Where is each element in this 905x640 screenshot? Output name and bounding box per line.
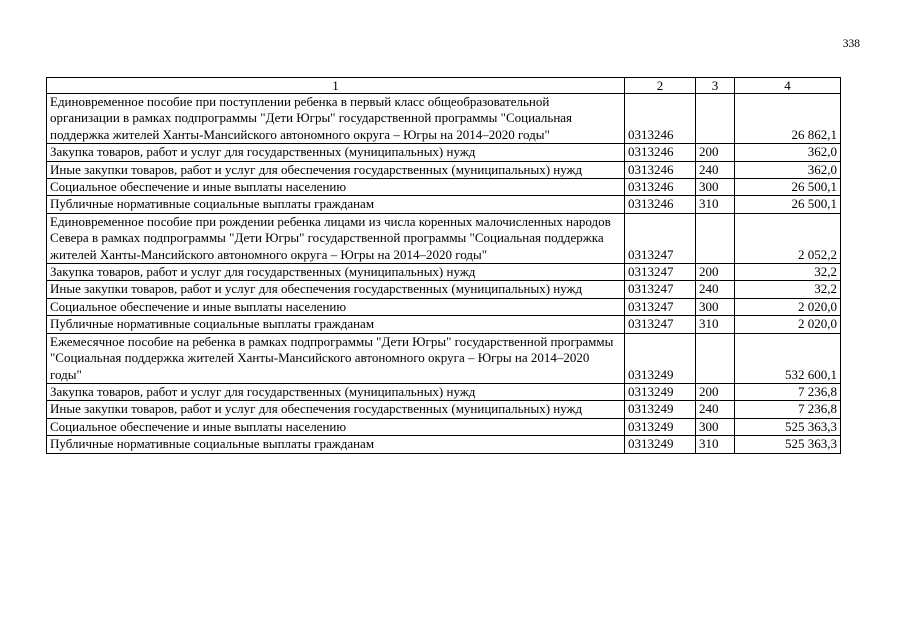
row-description: Иные закупки товаров, работ и услуг для обеспечения государственных (муниципальных) нужд bbox=[47, 401, 625, 418]
row-expense-type: 240 bbox=[696, 281, 735, 298]
row-target-code: 0313247 bbox=[625, 213, 696, 263]
table-row bbox=[47, 281, 841, 298]
row-target-code: 0313249 bbox=[625, 401, 696, 418]
row-description: Иные закупки товаров, работ и услуг для обеспечения государственных (муниципальных) нужд bbox=[47, 281, 625, 298]
table-row bbox=[47, 333, 841, 383]
table-row bbox=[47, 383, 841, 400]
table-row bbox=[47, 161, 841, 178]
row-amount: 32,2 bbox=[735, 281, 841, 298]
table-row bbox=[47, 213, 841, 263]
row-amount: 362,0 bbox=[735, 144, 841, 161]
row-target-code: 0313246 bbox=[625, 161, 696, 178]
page-number: 338 bbox=[842, 38, 860, 50]
row-target-code: 0313246 bbox=[625, 179, 696, 196]
row-expense-type bbox=[696, 333, 735, 383]
row-description: Социальное обеспечение и иные выплаты населению bbox=[47, 418, 625, 435]
row-target-code: 0313249 bbox=[625, 436, 696, 453]
column-header-1: 1 bbox=[47, 78, 625, 94]
row-expense-type: 240 bbox=[696, 401, 735, 418]
row-amount: 525 363,3 bbox=[735, 418, 841, 435]
row-description: Единовременное пособие при рождении ребенка лицами из числа коренных малочисленных народов Севера в рамках подпрограммы "Дети Югры" государственной программы "Социальная поддержка жителей Ханты-Мансийского автономного округа – Югры на 2014–2020 годы" bbox=[47, 213, 625, 263]
row-amount: 26 500,1 bbox=[735, 196, 841, 213]
row-expense-type: 310 bbox=[696, 436, 735, 453]
row-expense-type: 200 bbox=[696, 383, 735, 400]
row-description: Социальное обеспечение и иные выплаты населению bbox=[47, 179, 625, 196]
row-target-code: 0313247 bbox=[625, 281, 696, 298]
row-expense-type: 300 bbox=[696, 418, 735, 435]
row-description: Социальное обеспечение и иные выплаты населению bbox=[47, 298, 625, 315]
table-row bbox=[47, 264, 841, 281]
table-row bbox=[47, 179, 841, 196]
header-row bbox=[47, 78, 841, 94]
row-expense-type bbox=[696, 213, 735, 263]
row-description: Публичные нормативные социальные выплаты гражданам bbox=[47, 196, 625, 213]
row-target-code: 0313247 bbox=[625, 264, 696, 281]
row-expense-type: 300 bbox=[696, 298, 735, 315]
table-row bbox=[47, 298, 841, 315]
row-amount: 2 052,2 bbox=[735, 213, 841, 263]
row-amount: 532 600,1 bbox=[735, 333, 841, 383]
column-header-4: 4 bbox=[735, 78, 841, 94]
table-row bbox=[47, 418, 841, 435]
row-target-code: 0313249 bbox=[625, 333, 696, 383]
row-description: Публичные нормативные социальные выплаты гражданам bbox=[47, 436, 625, 453]
row-amount: 26 862,1 bbox=[735, 94, 841, 144]
table-row bbox=[47, 436, 841, 453]
row-target-code: 0313247 bbox=[625, 298, 696, 315]
table-row bbox=[47, 196, 841, 213]
budget-table bbox=[46, 77, 841, 454]
row-description: Единовременное пособие при поступлении ребенка в первый класс общеобразовательной организации в рамках подпрограммы "Дети Югры" государственной программы "Социальная поддержка жителей Ханты-Мансийского автономного округа – Югры на 2014–2020 годы" bbox=[47, 94, 625, 144]
row-target-code: 0313249 bbox=[625, 418, 696, 435]
row-amount: 7 236,8 bbox=[735, 383, 841, 400]
row-description: Закупка товаров, работ и услуг для государственных (муниципальных) нужд bbox=[47, 264, 625, 281]
row-target-code: 0313247 bbox=[625, 316, 696, 333]
row-amount: 32,2 bbox=[735, 264, 841, 281]
table-row bbox=[47, 316, 841, 333]
row-description: Ежемесячное пособие на ребенка в рамках подпрограммы "Дети Югры" государственной программы "Социальная поддержка жителей Ханты-Мансийского автономного округа – Югры на 2014–2020 годы" bbox=[47, 333, 625, 383]
row-target-code: 0313249 bbox=[625, 383, 696, 400]
row-expense-type: 200 bbox=[696, 144, 735, 161]
row-amount: 7 236,8 bbox=[735, 401, 841, 418]
table-row bbox=[47, 401, 841, 418]
row-amount: 2 020,0 bbox=[735, 298, 841, 315]
row-target-code: 0313246 bbox=[625, 144, 696, 161]
table-header bbox=[47, 78, 841, 94]
table-row bbox=[47, 144, 841, 161]
row-expense-type: 200 bbox=[696, 264, 735, 281]
row-expense-type: 300 bbox=[696, 179, 735, 196]
row-amount: 362,0 bbox=[735, 161, 841, 178]
row-amount: 2 020,0 bbox=[735, 316, 841, 333]
row-expense-type: 310 bbox=[696, 316, 735, 333]
row-description: Иные закупки товаров, работ и услуг для обеспечения государственных (муниципальных) нужд bbox=[47, 161, 625, 178]
row-amount: 525 363,3 bbox=[735, 436, 841, 453]
row-description: Закупка товаров, работ и услуг для государственных (муниципальных) нужд bbox=[47, 144, 625, 161]
row-target-code: 0313246 bbox=[625, 94, 696, 144]
table-body bbox=[47, 94, 841, 454]
row-description: Закупка товаров, работ и услуг для государственных (муниципальных) нужд bbox=[47, 383, 625, 400]
row-description: Публичные нормативные социальные выплаты гражданам bbox=[47, 316, 625, 333]
column-header-3: 3 bbox=[696, 78, 735, 94]
row-expense-type: 240 bbox=[696, 161, 735, 178]
column-header-2: 2 bbox=[625, 78, 696, 94]
row-expense-type: 310 bbox=[696, 196, 735, 213]
row-target-code: 0313246 bbox=[625, 196, 696, 213]
table-row bbox=[47, 94, 841, 144]
row-amount: 26 500,1 bbox=[735, 179, 841, 196]
row-expense-type bbox=[696, 94, 735, 144]
